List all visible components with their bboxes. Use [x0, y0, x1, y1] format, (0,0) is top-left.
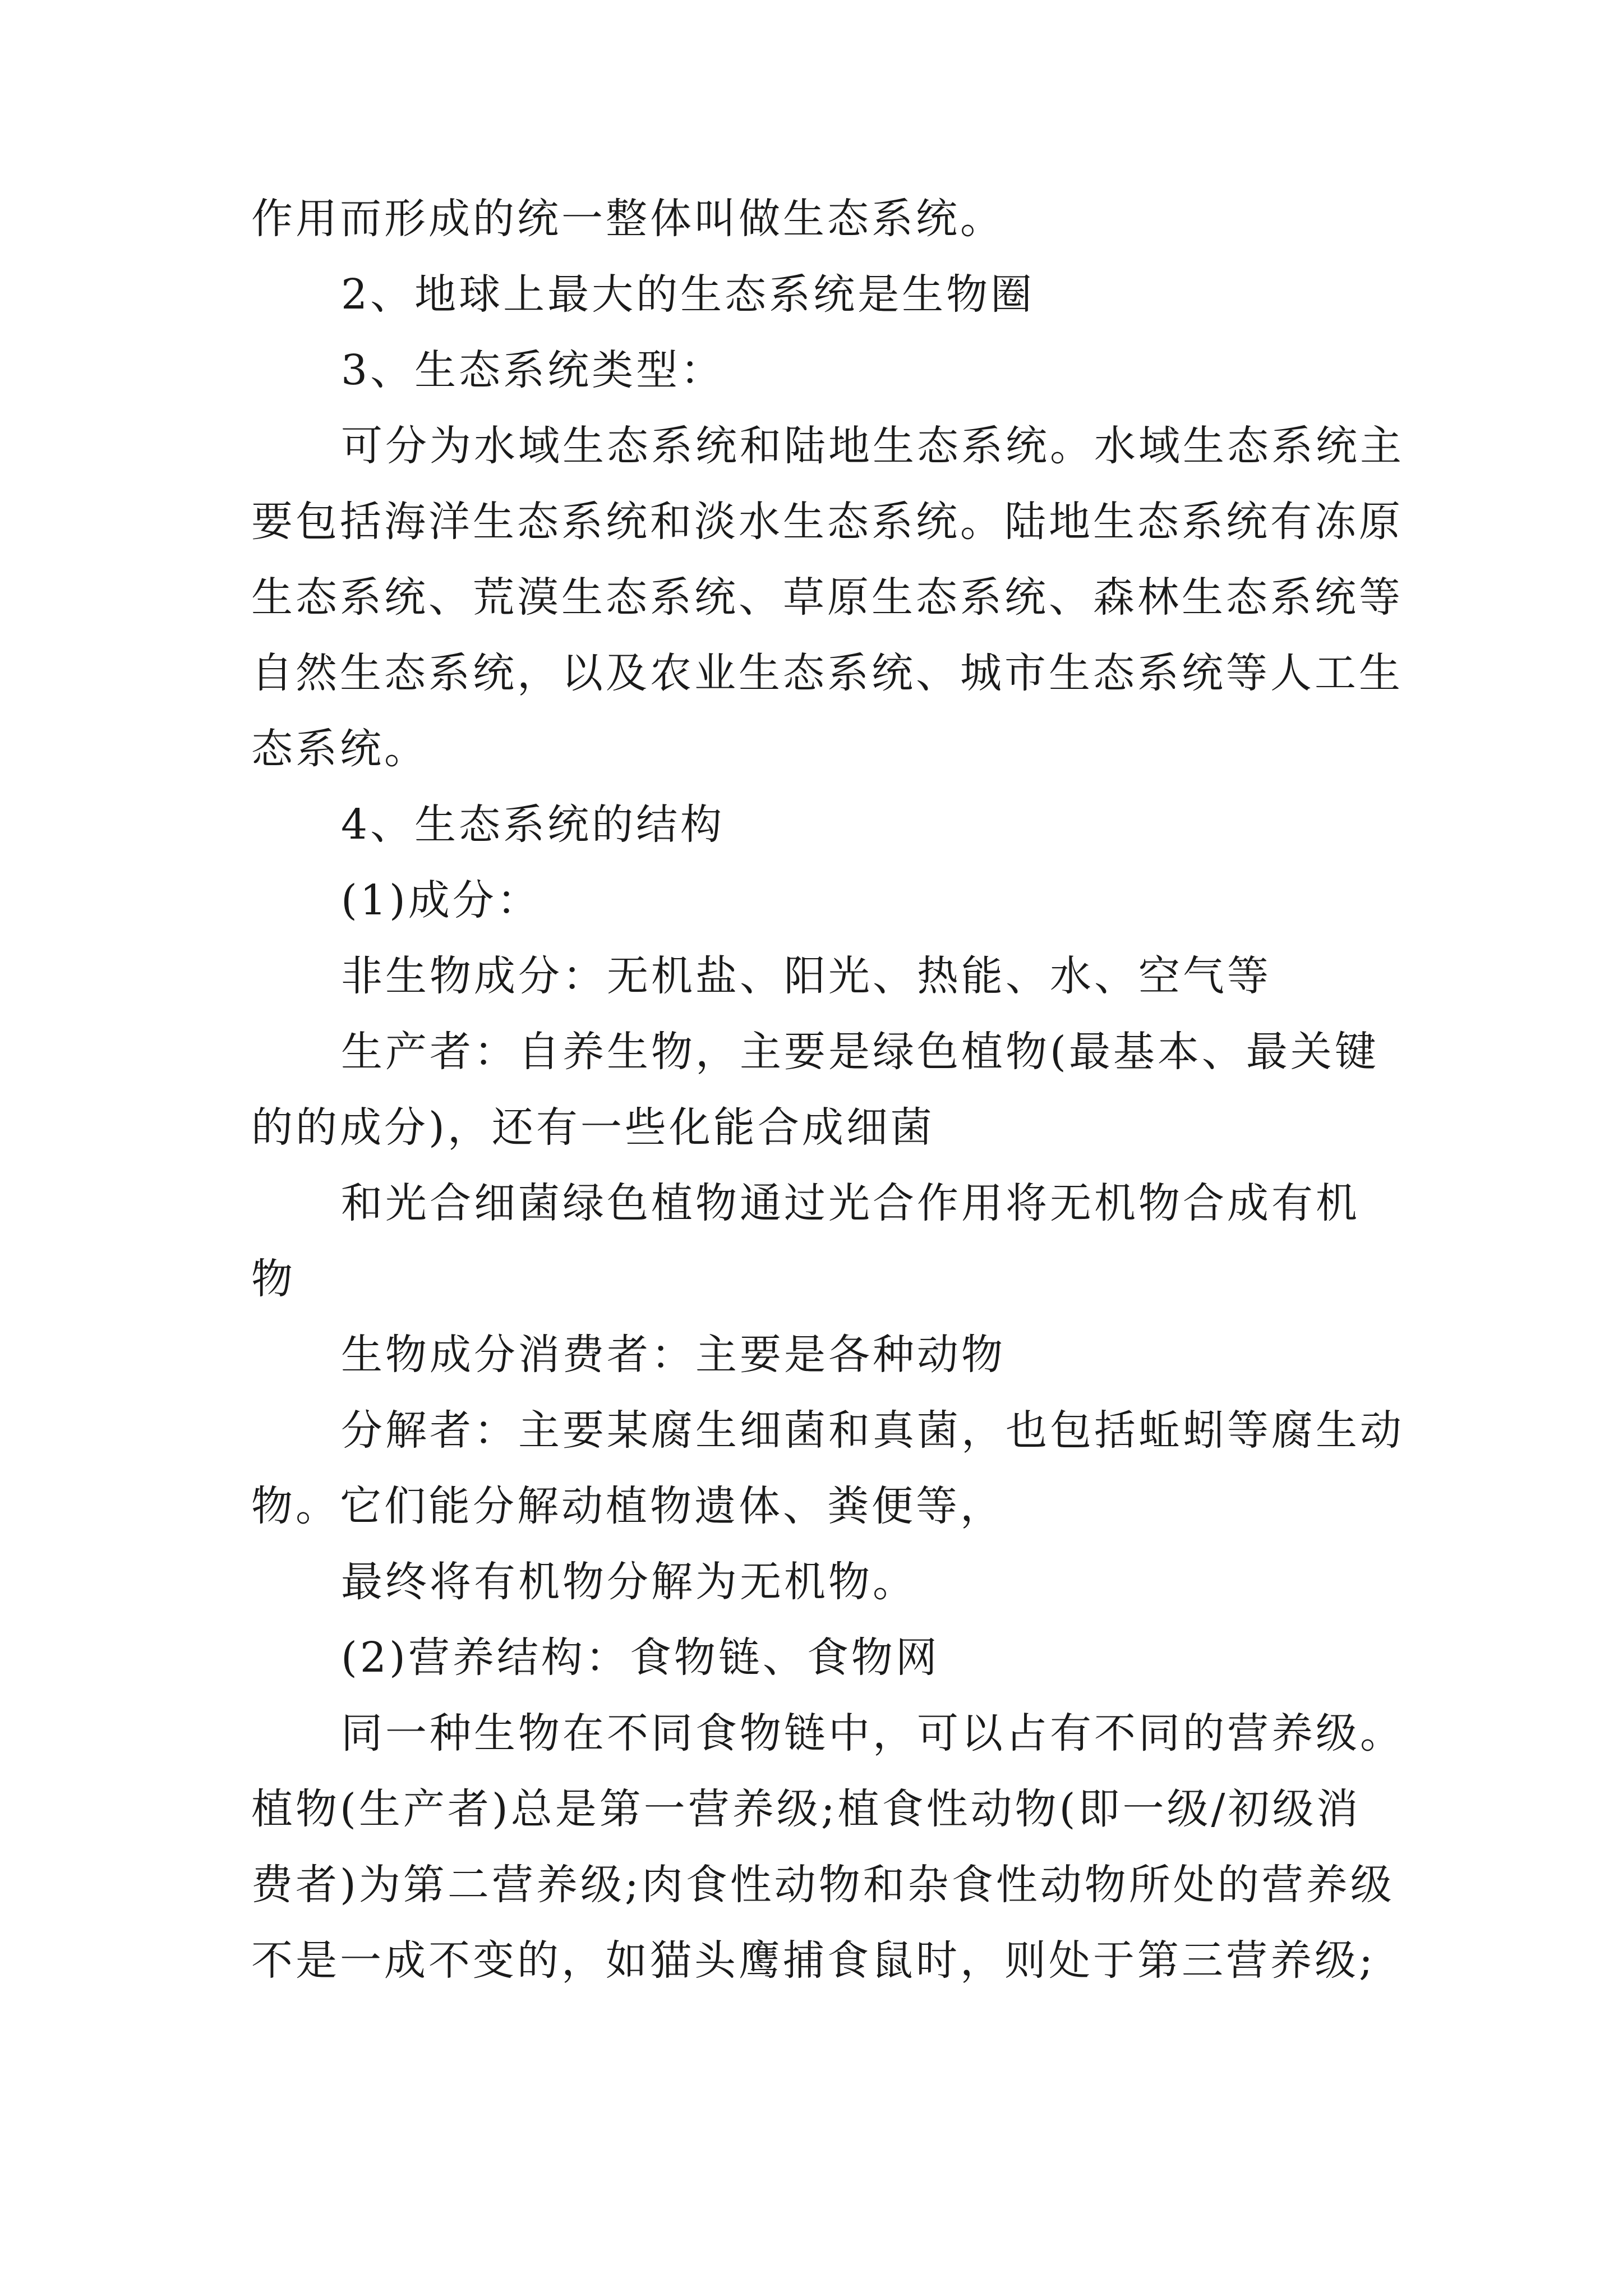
- line-19: 最终将有机物分解为无机物。: [341, 1558, 917, 1606]
- line-2: 2、地球上最大的生态系统是生物圈: [341, 270, 1035, 319]
- line-7: 自然生态系统，以及农业生态系统、城市生态系统等人工生: [251, 649, 1403, 697]
- line-3: 3、生态系统类型：: [341, 346, 725, 394]
- line-15: 物: [251, 1255, 296, 1303]
- line-8: 态系统。: [251, 725, 428, 773]
- line-4: 可分为水域生态系统和陆地生态系统。水域生态系统主: [341, 422, 1404, 470]
- line-14: 和光合细菌绿色植物通过光合作用将无机物合成有机: [341, 1179, 1360, 1227]
- line-9: 4、生态系统的结构: [341, 800, 725, 849]
- line-10: (1)成分：: [341, 876, 541, 924]
- line-6: 生态系统、荒漠生态系统、草原生态系统、森林生态系统等: [251, 573, 1403, 622]
- line-12: 生产者：自养生物，主要是绿色植物(最基本、最关键: [341, 1028, 1379, 1076]
- line-16: 生物成分消费者：主要是各种动物: [341, 1331, 1006, 1379]
- line-11: 非生物成分：无机盐、阳光、热能、水、空气等: [341, 952, 1271, 1000]
- line-13: 的的成分)，还有一些化能合成细菌: [251, 1103, 935, 1152]
- line-18: 物。它们能分解动植物遗体、粪便等，: [251, 1482, 1004, 1530]
- line-5: 要包括海洋生态系统和淡水生态系统。陆地生态系统有冻原: [251, 498, 1403, 546]
- line-23: 费者)为第二营养级;肉食性动物和杂食性动物所处的营养级: [251, 1861, 1395, 1909]
- line-22: 植物(生产者)总是第一营养级;植食性动物(即一级/初级消: [251, 1785, 1361, 1833]
- line-1: 作用而形成的统一整体叫做生态系统。: [251, 195, 1004, 243]
- line-21: 同一种生物在不同食物链中，可以占有不同的营养级。: [341, 1709, 1404, 1757]
- line-17: 分解者：主要某腐生细菌和真菌，也包括蚯蚓等腐生动: [341, 1406, 1404, 1455]
- line-20: (2)营养结构：食物链、食物网: [341, 1634, 940, 1682]
- line-24: 不是一成不变的，如猫头鹰捕食鼠时，则处于第三营养级;: [251, 1936, 1376, 1985]
